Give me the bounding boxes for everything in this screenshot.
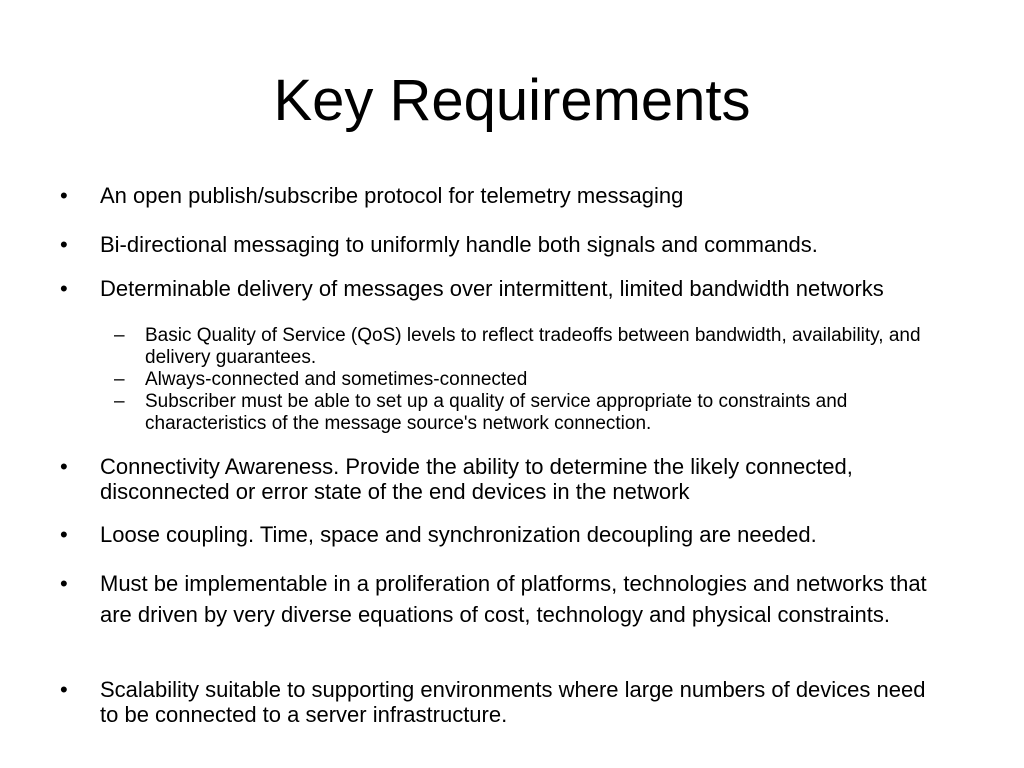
bullet-item xyxy=(60,522,940,547)
sub-item-text: Subscriber must be able to set up a quality of service appropriate to constraints and characteristics of the message source's network connection. xyxy=(145,391,848,434)
bullet-marker: • xyxy=(60,232,68,257)
bullet-marker: • xyxy=(60,522,68,547)
sub-item-text: Basic Quality of Service (QoS) levels to reflect tradeoffs between bandwidth, availability, and delivery guarantees. xyxy=(145,325,921,368)
bullet-marker: • xyxy=(60,276,68,301)
bullet-text: An open publish/subscribe protocol for telemetry messaging xyxy=(100,183,684,208)
bullet-text: Scalability suitable to supporting environments where large numbers of devices need to be connected to a server infrastructure. xyxy=(100,677,926,727)
bullet-text: Connectivity Awareness. Provide the ability to determine the likely connected, disconnected or error state of the end devices in the network xyxy=(100,454,853,504)
bullet-marker: • xyxy=(60,571,68,596)
sub-item-text: Always-connected and sometimes-connected xyxy=(145,369,528,390)
sub-item-marker: – xyxy=(114,391,125,412)
sub-item-marker: – xyxy=(114,325,125,346)
slide-title: Key Requirements xyxy=(273,68,751,133)
bullet-marker: • xyxy=(60,454,68,479)
bullet-text: Loose coupling. Time, space and synchronization decoupling are needed. xyxy=(100,522,817,547)
bullet-item xyxy=(60,183,940,208)
sub-list xyxy=(114,325,934,435)
bullet-text: Must be implementable in a proliferation of platforms, technologies and networks that are driven by very diverse equations of cost, technology and physical constraints. xyxy=(100,571,927,627)
bullet-text: Determinable delivery of messages over intermittent, limited bandwidth networks xyxy=(100,276,884,301)
bullet-item xyxy=(60,454,940,504)
sub-item xyxy=(114,369,934,391)
bullet-marker: • xyxy=(60,677,68,702)
bullet-item xyxy=(60,568,940,630)
bullet-text: Bi-directional messaging to uniformly handle both signals and commands. xyxy=(100,232,818,257)
bullet-item xyxy=(60,677,940,727)
sub-item xyxy=(114,325,934,369)
bullet-marker: • xyxy=(60,183,68,208)
bullet-item xyxy=(60,276,940,301)
sub-item-marker: – xyxy=(114,369,125,390)
sub-item xyxy=(114,391,934,435)
bullet-item xyxy=(60,232,940,257)
